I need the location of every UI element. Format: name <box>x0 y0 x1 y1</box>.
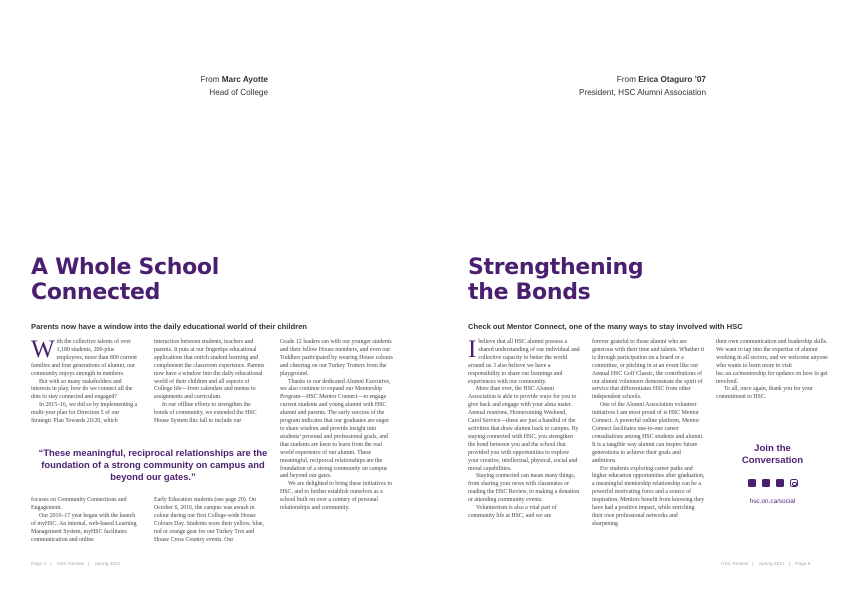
paragraph: believe that all HSC alumni possess a shared understanding of our individual and collective capacity to better the world around us. I also believe we have a responsibility to share our learnings and experiences with our community. <box>468 339 580 385</box>
byline-prefix: From <box>616 75 636 84</box>
right-title <box>468 255 808 305</box>
social-url-link[interactable]: hsc.on.ca/social <box>749 498 796 505</box>
linkedin-icon[interactable] <box>776 479 784 487</box>
byline-prefix: From <box>200 75 220 84</box>
join-heading <box>716 443 829 467</box>
title-line-2: the Bonds <box>468 280 591 305</box>
paragraph: In 2015–16, we did so by implementing a multi-year plan for Direction 5 of our Strategic Plan Towards 20/20, which <box>31 402 138 425</box>
magazine-name: HSC Review <box>56 562 85 567</box>
paragraph: focuses on Community Connections and Engagement. <box>31 497 127 511</box>
byline-name: Erica Otaguro ’07 <box>638 75 706 84</box>
byline-role: President, HSC Alumni Association <box>579 88 706 97</box>
title-line-2: Connected <box>31 280 161 305</box>
paragraph: We are delighted to bring these initiatives to HSC, and to further establish ourselves as a school built on over a century of personal relationships and community. <box>280 481 393 512</box>
left-col-2-top <box>154 339 266 426</box>
paragraph: their own communication and leadership skills. We want to tap into the expertise of alumni working in all sectors, and we welcome anyone who wants to learn more to visit hsc.on.ca/mentorship for updates on how to get involved. <box>716 339 828 385</box>
right-col-2 <box>592 339 705 529</box>
join-line-1: Join the <box>754 443 791 454</box>
paragraph: One of the Alumni Association volunteer initiatives I am most proud of is HSC Mentor Connect. A powerful online platform, Mentor Connect facilitates one-to-one career consultations among HSC students and alumni. It is a tangible way alumni can inspire future generations to achieve their goals and ambitions. <box>592 402 704 464</box>
right-col-1 <box>468 336 580 521</box>
join-line-2: Conversation <box>741 455 804 466</box>
page-number: Page 5 <box>795 562 811 567</box>
pull-quote: “These meaningful, reciprocal relationships are the foundation of a strong community on campus and beyond our gates.” <box>38 447 268 482</box>
paragraph: Our 2016–17 year began with the launch of myHSC. An internal, web-based Learning Management System, myHSC facilitates communication and online <box>31 512 137 543</box>
paragraph: Thanks to our dedicated Alumni Executive, we also continue to expand our Mentorship Program—HSC Mentor Connect—to engage current students and young alumni with HSC alumni and parents. The early success of the program indicates that our graduates are eager to share wisdom and provide insight into students’ personal and professional goals, and that students are keen to learn from the real world experience of our alumni. These meaningful, reciprocal relationships are the foundation of a strong community on campus and beyond our gates. <box>280 378 391 480</box>
byline-name: Marc Ayotte <box>221 75 268 84</box>
dropcap: W <box>31 336 55 363</box>
byline-role: Head of College <box>209 88 268 97</box>
twitter-icon[interactable] <box>748 479 756 487</box>
left-col-3 <box>280 339 393 513</box>
title-line-1: A Whole School <box>31 255 219 280</box>
paragraph: More than ever, the HSC Alumni Association is able to provide ways for you to give back and engage with your alma mater. Annual reunions, Homecoming Weekend, Carol Service—these are just a handful of the activities that draw alumni back to campus. By staying connected with HSC, you strengthen the bond between you and the school that provided you with opportunities to explore your creative, intellectual, physical, social and moral capabilities. <box>468 386 579 472</box>
paragraph: Early Education students (see page 20). On October 6, 2016, the campus was awash in colour during our first College-wide House Colours Day. Students wore their yellow, blue, red or orange gear for our Turkey Trot and House Cross Country events. Our <box>154 497 264 543</box>
magazine-name: HSC Review <box>721 562 749 567</box>
left-col-2-bottom <box>154 497 266 544</box>
paragraph: But with so many stakeholders and interests in play, how do we connect all the dots to stay connected and engaged? <box>31 378 133 401</box>
title-line-1: Strengthening <box>468 255 644 280</box>
instagram-icon[interactable] <box>790 479 798 487</box>
paragraph: interaction between students, teachers and parents. It puts at our fingertips educational applications that enrich student learning and complement the classroom experience. Parents now have a window into the daily educational world of their children and all aspects of College life—from calendars and menus to assignments and curriculum. <box>154 339 265 401</box>
social-icons <box>716 479 829 487</box>
paragraph: ith the collective talents of over 1,180 students, 200-plus employees, more than 800 current families and four generations of alumni, our community enjoys strength in numbers. <box>31 339 137 377</box>
paragraph: forever grateful to those alumni who are generous with their time and talents. Whether it is through participation on a board or a committee, or pitching in at an event like our Annual HSC Golf Classic, the contributions of our alumni volunteers demonstrate the spirit of service that differentiates HSC from other independent schools. <box>592 339 705 401</box>
right-byline <box>579 73 706 99</box>
section-label: Messages <box>36 57 80 67</box>
left-footer: Page 4 | HSC Review | Spring 2017 <box>31 562 121 567</box>
paragraph: In our offline efforts to strengthen the bonds of community, we extended the HSC House System this fall to include our <box>154 402 257 425</box>
left-col-1-bottom <box>31 497 138 544</box>
paragraph: Grade 12 leaders ran with our younger students and their fellow House members, and even our Toddlers participated by wearing House colours and cheering on our Turkey Trotters from the playground. <box>280 339 393 377</box>
left-byline <box>200 73 268 99</box>
paragraph: For students exploring career paths and higher education opportunities after graduation, a meaningful mentorship relationship can be a powerful motivating force and a source of inspiration. Mentors benefit from knowing they have had a positive impact, while enriching their own professional networks and sharpening <box>592 465 705 527</box>
left-col-1-top <box>31 336 138 426</box>
paragraph: To all, once again, thank you for your commitment to HSC. <box>716 386 813 401</box>
issue-name: Spring 2017 <box>94 562 121 567</box>
facebook-icon[interactable] <box>762 479 770 487</box>
right-col-3 <box>716 339 829 402</box>
corner-mark: © <box>37 41 43 50</box>
paragraph: Volunteerism is also a vital part of community life at HSC, and we are <box>468 505 557 519</box>
paragraph: Staying connected can mean many things, from sharing your news with classmates or reading the HSC Review, to making a donation or attending community events. <box>468 473 580 504</box>
right-subtitle: Check out Mentor Connect, one of the many ways to stay involved with HSC <box>468 322 743 331</box>
dropcap: I <box>468 336 477 363</box>
page-number: Page 4 <box>31 562 47 567</box>
left-title <box>31 255 411 305</box>
left-subtitle: Parents now have a window into the daily educational world of their children <box>31 322 307 331</box>
issue-name: Spring 2017 <box>758 562 785 567</box>
right-footer: HSC Review | Spring 2017 | Page 5 <box>721 562 811 567</box>
